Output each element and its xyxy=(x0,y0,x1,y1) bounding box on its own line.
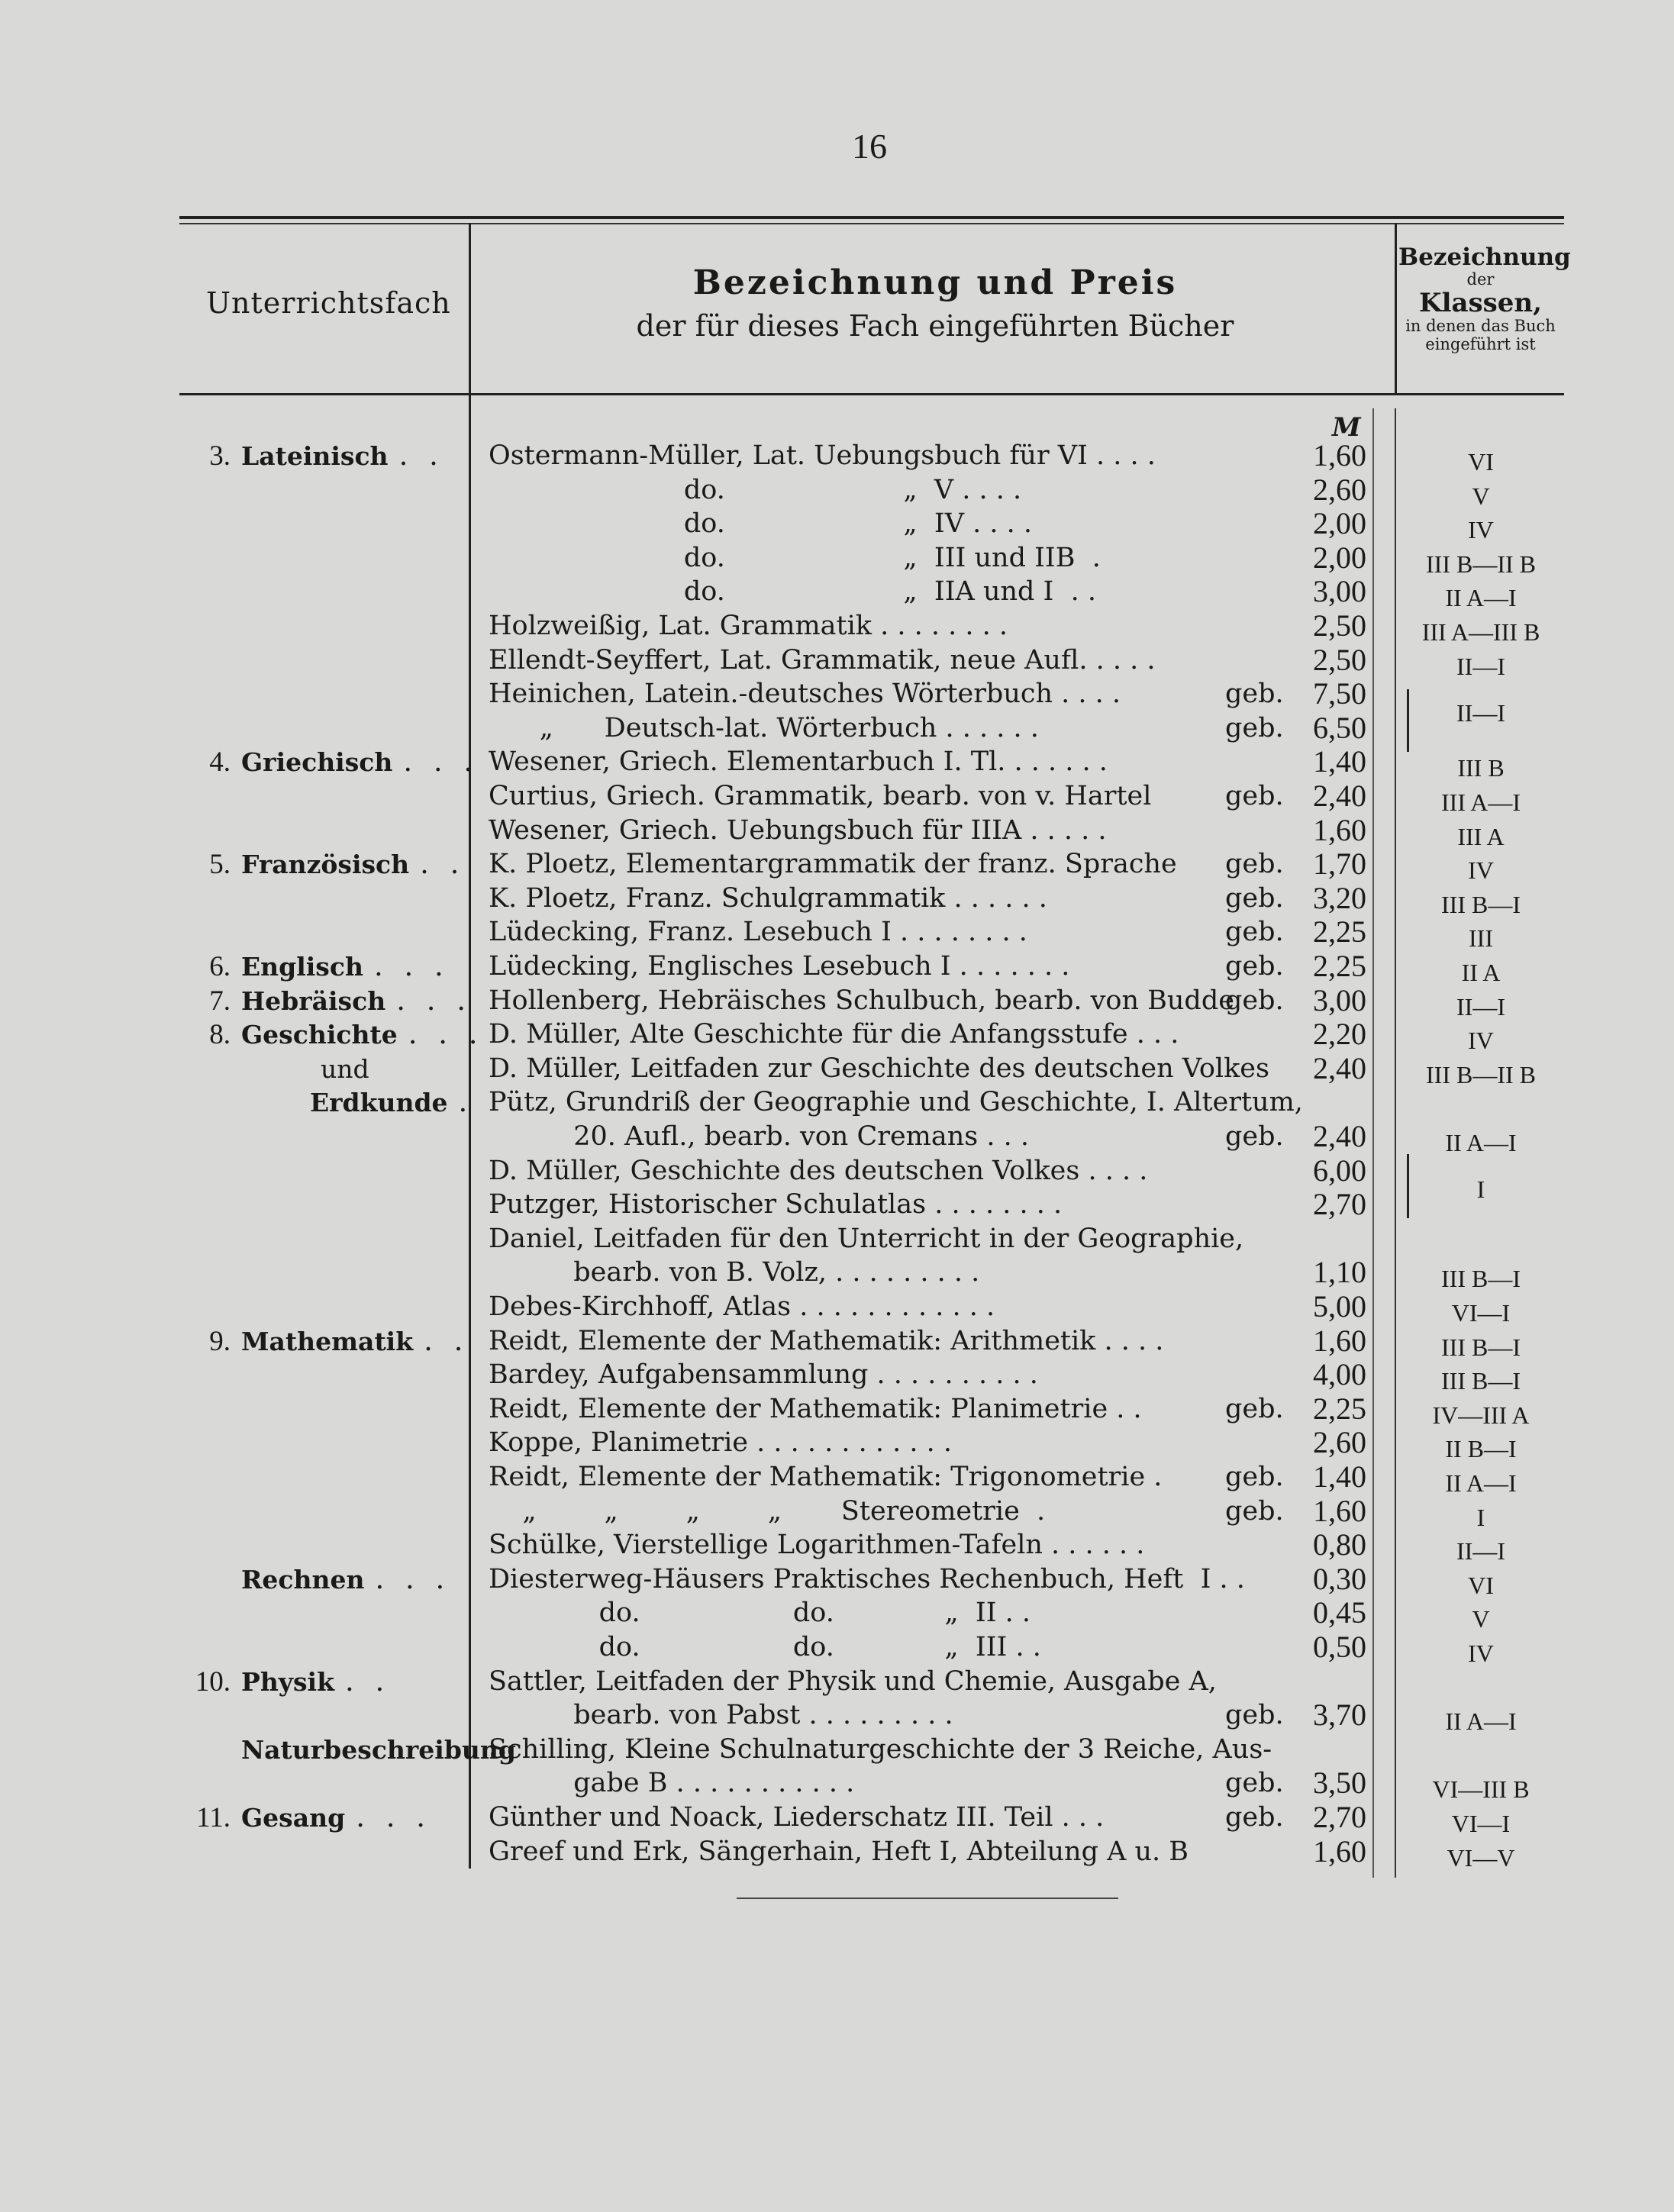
top-rule xyxy=(179,216,1564,219)
class-designation: III B—I xyxy=(1441,1367,1521,1395)
bound-marker: geb. xyxy=(1225,1121,1284,1152)
book-title: Heinichen, Latein.-deutsches Wörterbuch . . . . xyxy=(489,679,1121,710)
book-price: 3,00 xyxy=(1313,574,1366,609)
bound-marker: geb. xyxy=(1225,1768,1284,1799)
table-row xyxy=(0,914,1674,953)
book-price: 2,70 xyxy=(1313,1800,1366,1834)
table-row xyxy=(0,540,1674,578)
subject-cell xyxy=(183,1188,462,1222)
subject-cell xyxy=(183,1426,462,1460)
book-price: 2,00 xyxy=(1313,540,1366,575)
book-title: do. „ III und IIB . xyxy=(489,542,1101,573)
class-designation: VI xyxy=(1468,448,1494,476)
subject-cell xyxy=(183,439,462,473)
book-price: 1,60 xyxy=(1313,812,1366,847)
subject-cell xyxy=(183,711,462,746)
subject-name: Lateinisch xyxy=(241,441,389,471)
class-designation: III B—II B xyxy=(1426,1060,1536,1088)
class-designation: IV xyxy=(1468,1027,1494,1055)
table-row xyxy=(0,1017,1674,1055)
book-price: 1,10 xyxy=(1313,1255,1366,1290)
table-row xyxy=(0,1289,1674,1327)
subject-cell xyxy=(183,1801,462,1835)
subject-cell xyxy=(183,1120,462,1154)
subject-dots: . . xyxy=(424,1324,469,1357)
book-title: Debes-Kirchhoff, Atlas . . . . . . . . . . . . xyxy=(489,1291,995,1322)
brace-bracket xyxy=(1407,689,1420,752)
subject-cell xyxy=(183,1324,469,1359)
book-price: 1,40 xyxy=(1313,744,1366,779)
book-title: Wesener, Griech. Uebungsbuch für IIIA . . . . . xyxy=(489,814,1107,846)
book-price: 3,50 xyxy=(1313,1765,1366,1801)
table-row xyxy=(0,1425,1674,1463)
table-row xyxy=(0,472,1674,510)
book-title: do. „ IIA und I . . xyxy=(489,576,1097,608)
table-row xyxy=(0,574,1674,612)
subject-number: 11. xyxy=(196,1802,231,1833)
table-row xyxy=(0,1493,1674,1531)
class-designation: II A—I xyxy=(1445,1129,1517,1156)
table-row xyxy=(0,1765,1674,1804)
book-title: D. Müller, Leitfaden zur Geschichte des deutschen Volkes xyxy=(489,1053,1269,1084)
book-price: 3,00 xyxy=(1313,982,1366,1017)
subject-number: 5. xyxy=(209,849,231,881)
book-title: do. „ IV . . . . xyxy=(489,508,1032,540)
book-title: Ostermann-Müller, Lat. Uebungsbuch für VI . . . . xyxy=(489,440,1156,471)
book-price: 5,00 xyxy=(1313,1289,1366,1324)
book-price: 2,25 xyxy=(1313,914,1366,950)
table-row xyxy=(0,698,1674,745)
book-price: 1,70 xyxy=(1313,846,1366,882)
subject-name: Französisch xyxy=(241,850,410,880)
book-price: 2,00 xyxy=(1313,506,1366,541)
header-title: Bezeichnung und Preis xyxy=(692,263,1178,302)
subject-cell xyxy=(183,1495,462,1529)
book-title: Daniel, Leitfaden für den Unterricht in der Geographie, xyxy=(489,1223,1244,1254)
subject-dots: . . . xyxy=(375,1562,451,1595)
class-designation: III xyxy=(1469,924,1493,953)
subject-cell xyxy=(183,575,462,609)
book-title: K. Ploetz, Franz. Schulgrammatik . . . . . . xyxy=(489,882,1047,914)
table-row xyxy=(0,982,1674,1021)
table-row xyxy=(0,1323,1674,1361)
table-row xyxy=(0,1175,1674,1222)
book-title: D. Müller, Geschichte des deutschen Volkes . . . . xyxy=(489,1155,1148,1186)
subject-name: Geschichte xyxy=(241,1020,398,1050)
table-row xyxy=(0,608,1674,646)
subject-number: 9. xyxy=(209,1325,231,1357)
class-designation: I xyxy=(1476,1503,1485,1531)
book-title: Greef und Erk, Sängerhain, Heft I, Abteilung A u. B xyxy=(489,1836,1189,1867)
table-row xyxy=(0,1357,1674,1395)
book-price: 4,00 xyxy=(1313,1357,1366,1392)
subject-name: Hebräisch xyxy=(241,985,386,1016)
book-title: Koppe, Planimetrie . . . . . . . . . . . . xyxy=(489,1427,953,1459)
table-row xyxy=(0,779,1674,816)
subject-cell xyxy=(183,1596,462,1630)
header-subject: Unterrichtsfach xyxy=(206,286,451,320)
class-designation: III B—I xyxy=(1441,890,1521,918)
book-title: Putzger, Historischer Schulatlas . . . . . . . . xyxy=(489,1189,1063,1220)
book-title: Lüdecking, Franz. Lesebuch I . . . . . . . . xyxy=(489,917,1027,948)
class-designation: II A—I xyxy=(1445,1707,1517,1736)
bound-marker: geb. xyxy=(1225,1700,1284,1731)
table-row xyxy=(0,1665,1674,1698)
book-title: „ Deutsch-lat. Wörterbuch . . . . . . xyxy=(489,712,1039,743)
class-designation: I xyxy=(1476,1175,1485,1204)
book-price: 0,45 xyxy=(1313,1595,1366,1630)
class-designation: IV xyxy=(1468,516,1494,544)
subject-name: Naturbeschreibung xyxy=(241,1734,516,1765)
bound-marker: geb. xyxy=(1225,679,1284,710)
book-price: 2,50 xyxy=(1313,642,1366,677)
header-classes-line3: Klassen, xyxy=(1419,288,1542,319)
book-price: 0,50 xyxy=(1313,1630,1366,1664)
subject-cell xyxy=(183,950,462,984)
bound-marker: geb. xyxy=(1225,951,1284,982)
book-price: 2,25 xyxy=(1313,1391,1366,1426)
book-price: 7,50 xyxy=(1313,676,1366,711)
bound-marker: geb. xyxy=(1225,917,1284,948)
subject-name: Mathematik xyxy=(241,1326,414,1356)
table-row xyxy=(0,1255,1674,1293)
subject-cell xyxy=(183,541,462,576)
header-classes-line4: in denen das Buch eingeführt ist xyxy=(1405,317,1556,353)
bottom-rule xyxy=(737,1898,1118,1899)
subject-cell xyxy=(183,814,462,848)
book-title: Reidt, Elemente der Mathematik: Planimetrie . . xyxy=(489,1393,1142,1424)
subject-cell xyxy=(183,609,462,643)
class-designation: IV xyxy=(1468,1640,1494,1667)
subject-dots: . . xyxy=(344,1664,391,1698)
book-price: 2,60 xyxy=(1313,472,1366,507)
subject-cell xyxy=(183,779,462,814)
class-designation: V xyxy=(1472,482,1490,510)
subject-name: Erdkunde xyxy=(310,1088,448,1118)
table-row xyxy=(0,1119,1674,1156)
subject-dots: . . . xyxy=(396,983,473,1017)
subject-cell xyxy=(183,983,473,1018)
page-number: 16 xyxy=(852,127,887,166)
book-title: do. do. „ II . . xyxy=(489,1598,1031,1629)
class-designation: III B—I xyxy=(1441,1265,1521,1293)
class-designation: III A—I xyxy=(1441,788,1521,816)
subject-cell xyxy=(183,677,462,711)
class-designation: V xyxy=(1472,1605,1490,1633)
class-designation: VI—I xyxy=(1451,1299,1511,1327)
bound-marker: geb. xyxy=(1225,712,1284,743)
bound-marker: geb. xyxy=(1225,1495,1284,1527)
bound-marker: geb. xyxy=(1225,985,1284,1016)
book-title: Pütz, Grundriß der Geographie und Geschichte, I. Altertum, xyxy=(489,1087,1303,1118)
subject-dots: . . . xyxy=(408,1017,484,1051)
book-title: Reidt, Elemente der Mathematik: Trigonometrie . xyxy=(489,1462,1163,1492)
book-title: Sattler, Leitfaden der Physik und Chemie, Ausgabe A, xyxy=(489,1665,1217,1697)
table-row xyxy=(0,949,1674,986)
book-title: Curtius, Griech. Grammatik, bearb. von v. Hartel xyxy=(489,781,1152,811)
table-row xyxy=(0,1222,1674,1256)
book-title: Günther und Noack, Liederschatz III. Teil . . . xyxy=(489,1802,1105,1833)
book-price: 3,20 xyxy=(1313,880,1366,915)
book-price: 2,60 xyxy=(1313,1425,1366,1460)
top-rule-thin xyxy=(179,223,1564,224)
table-row xyxy=(0,880,1674,918)
subject-name: Griechisch xyxy=(241,747,393,778)
subject-cell xyxy=(183,745,479,779)
book-title: gabe B . . . . . . . . . . . xyxy=(489,1768,855,1799)
class-designation: II—I xyxy=(1456,652,1505,680)
table-row xyxy=(0,1561,1674,1599)
subject-cell xyxy=(183,473,462,508)
book-price: 2,40 xyxy=(1313,779,1366,813)
subject-number: 6. xyxy=(209,951,231,982)
table-row xyxy=(0,1698,1674,1736)
subject-dots: . . . xyxy=(373,950,450,982)
book-title: 20. Aufl., bearb. von Cremans . . . xyxy=(489,1121,1029,1152)
table-row xyxy=(0,1733,1674,1766)
bound-marker: geb. xyxy=(1225,1802,1284,1833)
table-row xyxy=(0,1085,1674,1119)
book-title: „ „ „ „ Stereometrie . xyxy=(489,1495,1046,1527)
table-row xyxy=(0,846,1674,885)
subject-cell xyxy=(183,1835,462,1869)
book-title: bearb. von Pabst . . . . . . . . . xyxy=(489,1700,953,1731)
subject-name: und xyxy=(321,1053,369,1084)
brace-bracket xyxy=(1407,1154,1420,1218)
book-title: Lüdecking, Englisches Lesebuch I . . . . . . . xyxy=(489,951,1070,982)
class-designation: III B xyxy=(1457,754,1505,782)
class-designation: II—I xyxy=(1456,1537,1505,1565)
class-designation: II—I xyxy=(1456,992,1505,1021)
subject-cell xyxy=(183,1528,462,1562)
subject-cell xyxy=(183,1698,462,1733)
table-row xyxy=(0,1833,1674,1872)
book-price: 2,40 xyxy=(1313,1050,1366,1085)
book-title: Schilling, Kleine Schulnaturgeschichte der 3 Reiche, Aus- xyxy=(489,1733,1272,1765)
subject-cell xyxy=(183,643,462,678)
subject-number: 3. xyxy=(209,440,231,472)
book-price: 1,60 xyxy=(1313,1323,1366,1358)
table-row xyxy=(0,1595,1674,1633)
book-title: D. Müller, Alte Geschichte für die Anfangsstufe . . . xyxy=(489,1019,1179,1050)
class-designation: III B—II B xyxy=(1426,550,1536,578)
subject-number: 10. xyxy=(195,1665,231,1698)
class-designation: II A xyxy=(1461,959,1501,986)
subject-cell xyxy=(183,1630,462,1665)
subject-number: 7. xyxy=(209,985,231,1017)
subject-cell xyxy=(183,1733,516,1767)
book-title: Schülke, Vierstellige Logarithmen-Tafeln . . . . . . xyxy=(489,1530,1145,1561)
table-row xyxy=(0,1527,1674,1565)
subject-cell xyxy=(183,1154,462,1188)
subject-dots: . . xyxy=(398,439,444,472)
class-designation: VI xyxy=(1468,1571,1494,1599)
currency-unit: M xyxy=(1332,412,1361,443)
book-price: 6,00 xyxy=(1313,1153,1366,1188)
table-row xyxy=(0,642,1674,680)
table-row xyxy=(0,1459,1674,1497)
book-price: 3,70 xyxy=(1313,1698,1366,1733)
class-designation: IV xyxy=(1468,856,1494,885)
book-title: bearb. von B. Volz, . . . . . . . . . xyxy=(489,1257,980,1288)
subject-cell xyxy=(183,1766,462,1801)
header-subtitle: der für dieses Fach eingeführten Bücher xyxy=(636,309,1234,343)
class-designation: II A—I xyxy=(1445,584,1517,612)
subject-name: Physik xyxy=(241,1666,334,1697)
subject-cell xyxy=(183,1358,462,1392)
book-price: 1,60 xyxy=(1313,1493,1366,1528)
class-designation: VI—V xyxy=(1447,1843,1515,1872)
book-price: 2,70 xyxy=(1313,1187,1366,1222)
class-designation: II A—I xyxy=(1445,1469,1517,1497)
book-price: 0,80 xyxy=(1313,1527,1366,1562)
book-title: Wesener, Griech. Elementarbuch I. Tl. . . . . . . xyxy=(489,746,1108,778)
table-row xyxy=(0,1800,1674,1837)
book-title: Reidt, Elemente der Mathematik: Arithmetik . . . . xyxy=(489,1325,1164,1356)
header-rule xyxy=(179,393,1564,395)
bound-marker: geb. xyxy=(1225,1462,1284,1492)
subject-cell xyxy=(183,1222,462,1256)
book-price: 2,40 xyxy=(1313,1119,1366,1153)
class-designation: III A—III B xyxy=(1421,618,1540,646)
table-row xyxy=(0,744,1674,782)
class-designation: II B—I xyxy=(1445,1435,1517,1463)
bound-marker: geb. xyxy=(1225,781,1284,811)
column-divider-right-header xyxy=(1395,223,1397,395)
book-title: Ellendt-Seyffert, Lat. Grammatik, neue Aufl. . . . . xyxy=(489,644,1156,676)
subject-name: Englisch xyxy=(241,952,363,982)
book-title: Diesterweg-Häusers Praktisches Rechenbuch, Heft I . . xyxy=(489,1563,1245,1595)
class-designation: VI—III B xyxy=(1432,1775,1530,1804)
book-price: 1,60 xyxy=(1313,1833,1366,1869)
subject-cell xyxy=(183,915,462,950)
subject-cell xyxy=(183,1562,462,1597)
bound-marker: geb. xyxy=(1225,882,1284,914)
book-title: do. do. „ III . . xyxy=(489,1632,1041,1662)
table-row xyxy=(0,438,1674,476)
subject-number: 8. xyxy=(209,1019,231,1051)
table-row xyxy=(0,812,1674,850)
book-price: 2,50 xyxy=(1313,608,1366,643)
class-designation: IV—III A xyxy=(1432,1401,1530,1429)
table-row xyxy=(0,1391,1674,1429)
class-designation: III A xyxy=(1457,822,1505,850)
book-title: Holzweißig, Lat. Grammatik . . . . . . . . xyxy=(489,611,1008,641)
book-title: do. „ V . . . . xyxy=(489,474,1022,505)
subject-name: Gesang xyxy=(241,1803,346,1833)
bound-marker: geb. xyxy=(1225,1393,1284,1424)
book-price: 1,60 xyxy=(1313,438,1366,472)
subject-cell xyxy=(183,1460,462,1495)
table-row xyxy=(0,1630,1674,1667)
book-price: 0,30 xyxy=(1313,1561,1366,1596)
table-row xyxy=(0,506,1674,544)
book-title: Hollenberg, Hebräisches Schulbuch, bearb. von Budde xyxy=(489,985,1234,1016)
book-title: K. Ploetz, Elementargrammatik der franz. Sprache xyxy=(489,849,1177,880)
subject-cell xyxy=(183,1392,462,1427)
subject-dots: . xyxy=(458,1085,474,1119)
subject-cell xyxy=(183,1290,462,1324)
subject-dots: . . xyxy=(420,847,466,881)
bound-marker: geb. xyxy=(1225,849,1284,880)
header-classes-line2: der xyxy=(1466,269,1495,289)
subject-number: 4. xyxy=(209,746,231,779)
header-classes xyxy=(1398,243,1571,353)
header-classes-line1: Bezeichnung xyxy=(1398,243,1571,271)
class-designation: II—I xyxy=(1456,698,1505,727)
subject-dots: . . . xyxy=(403,745,479,779)
subject-dots: . . . xyxy=(356,1801,432,1833)
table-row xyxy=(0,1050,1674,1088)
subject-cell xyxy=(183,507,462,541)
subject-cell xyxy=(183,1017,484,1052)
book-price: 2,25 xyxy=(1313,949,1366,983)
subject-name: Rechnen xyxy=(241,1564,365,1595)
book-price: 1,40 xyxy=(1313,1459,1366,1494)
class-designation: VI—I xyxy=(1451,1810,1511,1837)
subject-cell xyxy=(183,882,462,916)
class-designation: III B—I xyxy=(1441,1333,1521,1361)
subject-cell xyxy=(183,847,466,882)
book-price: 6,50 xyxy=(1313,710,1366,745)
subject-cell xyxy=(183,1256,462,1290)
book-price: 2,20 xyxy=(1313,1017,1366,1052)
book-title: Bardey, Aufgabensammlung . . . . . . . . . . xyxy=(489,1359,1038,1391)
subject-cell xyxy=(183,1665,462,1699)
